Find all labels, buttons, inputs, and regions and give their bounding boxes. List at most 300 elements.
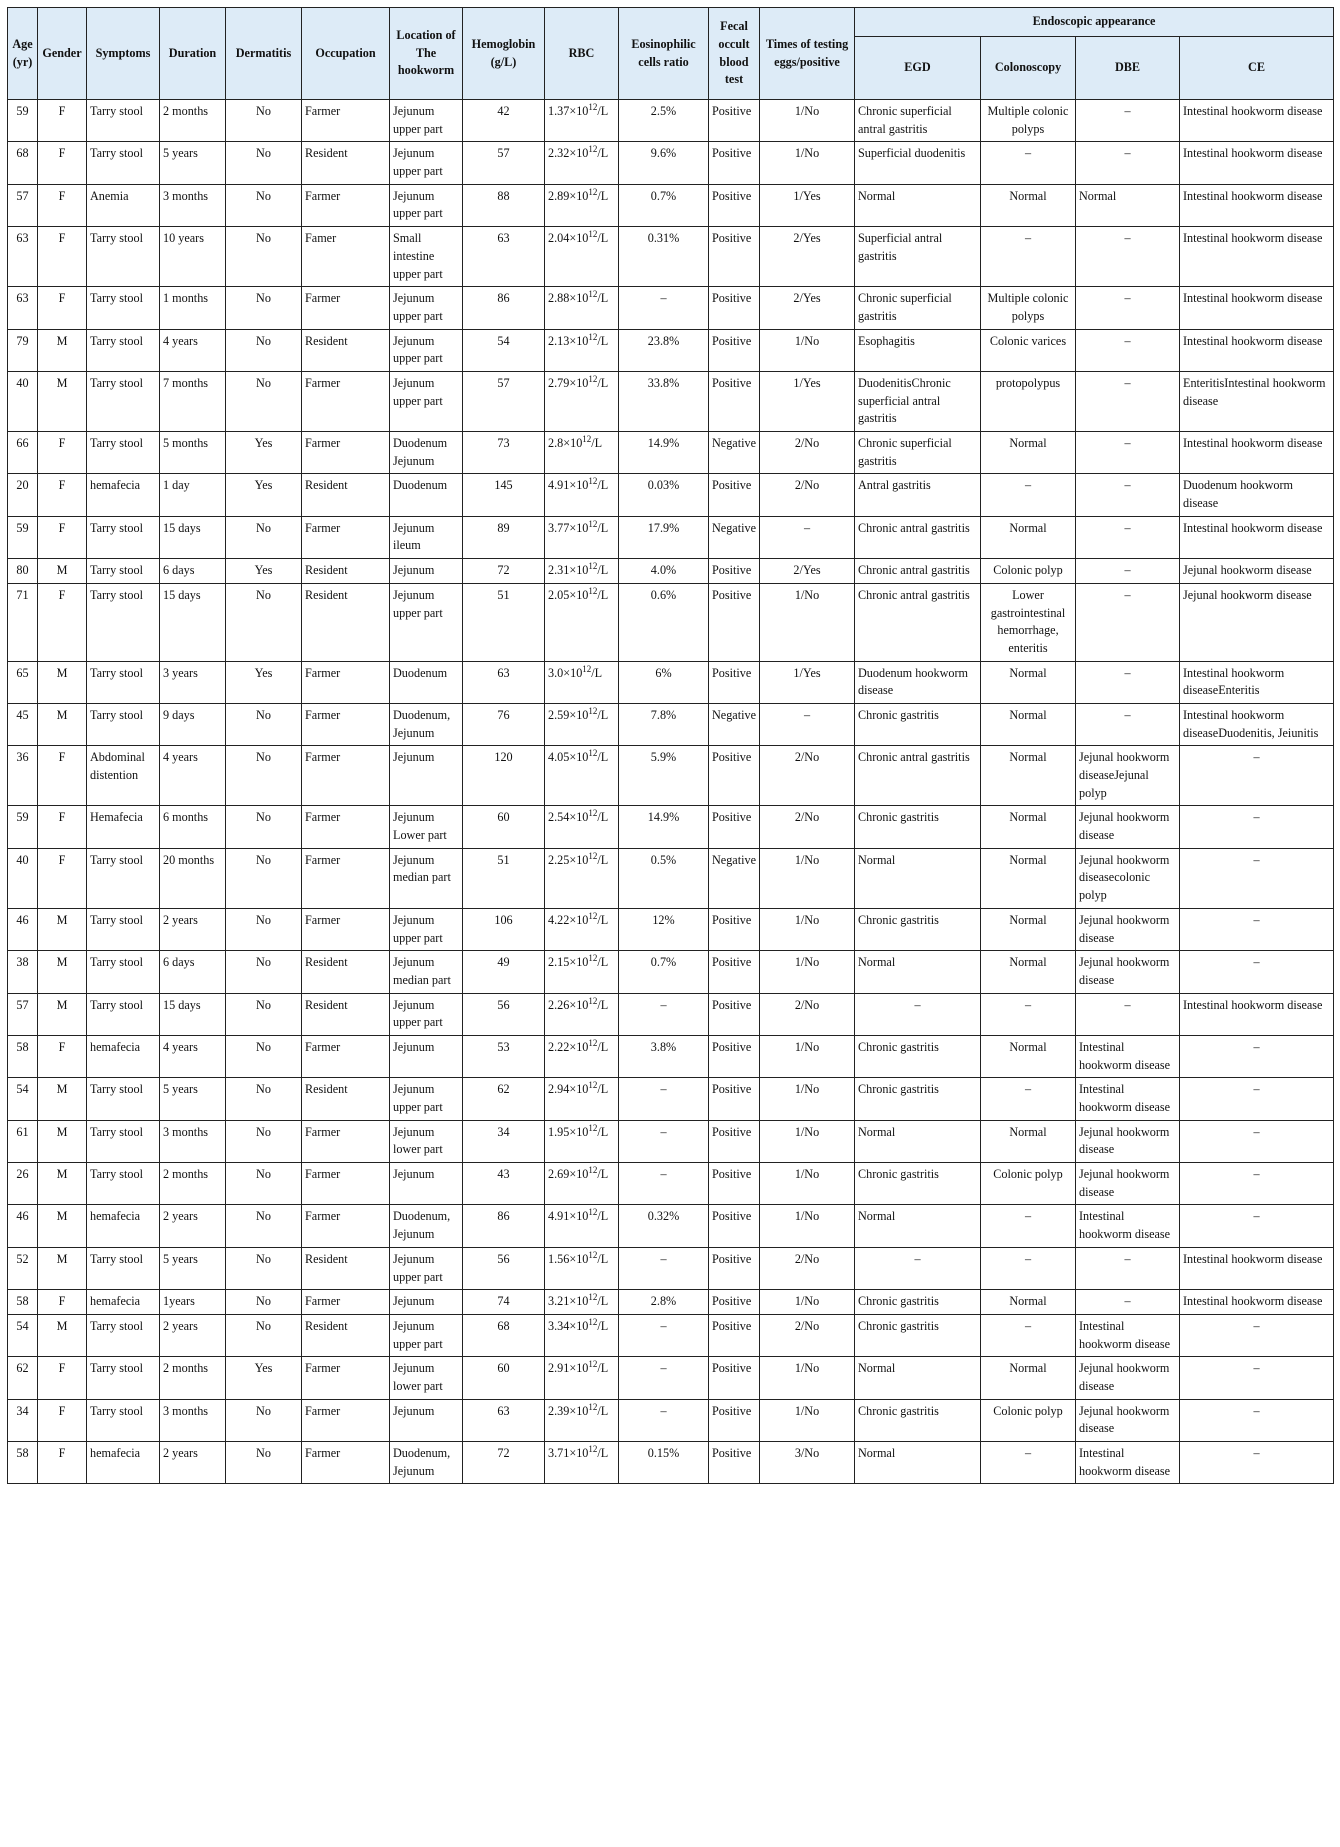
cell-hemoglobin: 51 (463, 848, 545, 908)
cell-location: Jejunum upper part (390, 908, 463, 950)
header-symptoms: Symptoms (87, 8, 160, 100)
rbc-mantissa: 2.59 (548, 707, 570, 722)
cell-symptoms: Tarry stool (87, 432, 160, 474)
cell-colonoscopy: – (981, 1314, 1076, 1356)
cell-ce: – (1180, 908, 1334, 950)
cell-dbe: – (1076, 432, 1180, 474)
cell-occupation: Famer (302, 227, 390, 287)
rbc-mantissa: 1.56 (548, 1251, 570, 1266)
rbc-times-ten: ×10 (569, 810, 589, 825)
table-row (8, 848, 1334, 908)
cell-occupation: Farmer (302, 516, 390, 558)
cell-dermatitis: No (226, 371, 302, 431)
header-eosinophilic: Eosinophilic cells ratio (619, 8, 709, 100)
cell-dermatitis: No (226, 142, 302, 184)
cell-egd: Chronic gastritis (855, 908, 981, 950)
rbc-mantissa: 2.69 (548, 1167, 570, 1182)
cell-rbc (545, 1357, 619, 1399)
cell-dermatitis: No (226, 184, 302, 226)
cell-rbc (545, 184, 619, 226)
cell-gender: F (38, 1357, 87, 1399)
table-row (8, 703, 1334, 745)
rbc-times-ten: ×10 (563, 436, 583, 450)
cell-occupation: Farmer (302, 1290, 390, 1315)
cell-dbe: Normal (1076, 184, 1180, 226)
cell-occupation: Farmer (302, 287, 390, 329)
cell-eosinophilic: 0.5% (619, 848, 709, 908)
cell-gender: F (38, 1035, 87, 1077)
cell-occupation: Resident (302, 1314, 390, 1356)
cell-eosinophilic: – (619, 993, 709, 1035)
cell-egd: DuodenitisChronic superficial antral gastritis (855, 371, 981, 431)
cell-dermatitis: Yes (226, 432, 302, 474)
rbc-times-ten: ×10 (569, 750, 589, 765)
cell-age: 59 (8, 100, 38, 142)
rbc-mantissa: 2.54 (548, 810, 570, 825)
cell-eosinophilic: 4.0% (619, 559, 709, 584)
table-row (8, 661, 1334, 703)
cell-eggs: 1/Yes (760, 661, 855, 703)
rbc-mantissa: 2.79 (548, 375, 570, 390)
cell-gender: F (38, 287, 87, 329)
cell-egd: Normal (855, 1357, 981, 1399)
cell-occupation: Resident (302, 474, 390, 516)
cell-duration: 3 months (160, 1120, 226, 1162)
cell-ce: – (1180, 1120, 1334, 1162)
cell-colonoscopy: – (981, 993, 1076, 1035)
cell-dermatitis: No (226, 329, 302, 371)
cell-age: 57 (8, 184, 38, 226)
header-duration: Duration (160, 8, 226, 100)
cell-eggs: 2/Yes (760, 287, 855, 329)
rbc-exponent: 12 (588, 1249, 598, 1260)
cell-dbe: Intestinal hookworm disease (1076, 1442, 1180, 1484)
rbc-mantissa: 2.8 (548, 436, 564, 450)
table-row (8, 951, 1334, 993)
cell-gender: F (38, 1290, 87, 1315)
cell-dbe: – (1076, 142, 1180, 184)
cell-eosinophilic: 17.9% (619, 516, 709, 558)
rbc-unit: /L (597, 1209, 609, 1224)
cell-hemoglobin: 43 (463, 1163, 545, 1205)
rbc-mantissa: 2.04 (548, 231, 570, 246)
cell-symptoms: Tarry stool (87, 1357, 160, 1399)
rbc-exponent: 12 (588, 1292, 598, 1303)
rbc-exponent: 12 (588, 1316, 598, 1327)
cell-colonoscopy: Colonic polyp (981, 1399, 1076, 1441)
cell-eosinophilic: 23.8% (619, 329, 709, 371)
cell-colonoscopy: Normal (981, 1290, 1076, 1315)
rbc-times-ten: ×10 (569, 231, 589, 246)
cell-egd: Normal (855, 1120, 981, 1162)
cell-eggs: 2/No (760, 1314, 855, 1356)
cell-dbe: Jejunal hookworm disease (1076, 806, 1180, 848)
cell-colonoscopy: Normal (981, 184, 1076, 226)
cell-eggs: 2/No (760, 432, 855, 474)
cell-occupation: Farmer (302, 661, 390, 703)
cell-eggs: 1/No (760, 100, 855, 142)
rbc-unit: /L (597, 1167, 609, 1182)
rbc-times-ten: ×10 (569, 1318, 589, 1333)
cell-duration: 10 years (160, 227, 226, 287)
cell-eosinophilic: – (619, 1314, 709, 1356)
header-age: Age (yr) (8, 8, 38, 100)
cell-rbc (545, 432, 619, 474)
cell-hemoglobin: 62 (463, 1078, 545, 1120)
rbc-unit: /L (597, 520, 609, 535)
cell-gender: M (38, 1247, 87, 1289)
cell-ce: – (1180, 1205, 1334, 1247)
cell-gender: M (38, 1120, 87, 1162)
cell-dbe: Jejunal hookworm disease (1076, 951, 1180, 993)
cell-duration: 9 days (160, 703, 226, 745)
cell-hemoglobin: 86 (463, 287, 545, 329)
cell-hemoglobin: 63 (463, 1399, 545, 1441)
rbc-times-ten: ×10 (569, 146, 589, 161)
cell-colonoscopy: – (981, 1442, 1076, 1484)
cell-hemoglobin: 106 (463, 908, 545, 950)
cell-age: 52 (8, 1247, 38, 1289)
cell-hemoglobin: 73 (463, 432, 545, 474)
cell-location: Jejunum (390, 1399, 463, 1441)
cell-occupation: Farmer (302, 703, 390, 745)
cell-age: 54 (8, 1314, 38, 1356)
cell-dermatitis: No (226, 1163, 302, 1205)
cell-eosinophilic: 9.6% (619, 142, 709, 184)
cell-age: 58 (8, 1290, 38, 1315)
cell-hemoglobin: 120 (463, 746, 545, 806)
cell-dermatitis: No (226, 993, 302, 1035)
cell-egd: Normal (855, 848, 981, 908)
cell-gender: F (38, 1399, 87, 1441)
table-row (8, 1290, 1334, 1315)
rbc-mantissa: 3.71 (548, 1446, 570, 1460)
cell-rbc (545, 908, 619, 950)
cell-fobt: Positive (709, 806, 760, 848)
cell-rbc (545, 1247, 619, 1289)
rbc-unit: /L (591, 665, 603, 680)
cell-eggs: 1/No (760, 1035, 855, 1077)
rbc-times-ten: ×10 (569, 478, 589, 493)
cell-hemoglobin: 145 (463, 474, 545, 516)
cell-age: 63 (8, 227, 38, 287)
cell-rbc (545, 583, 619, 661)
header-occupation: Occupation (302, 8, 390, 100)
rbc-times-ten: ×10 (569, 707, 589, 722)
cell-rbc (545, 287, 619, 329)
cell-duration: 5 years (160, 142, 226, 184)
table-container (7, 7, 1333, 1484)
cell-symptoms: Tarry stool (87, 1314, 160, 1356)
cell-colonoscopy: – (981, 474, 1076, 516)
rbc-unit: /L (597, 750, 609, 765)
cell-rbc (545, 1399, 619, 1441)
cell-dermatitis: No (226, 1314, 302, 1356)
rbc-exponent: 12 (588, 518, 598, 529)
cell-colonoscopy: Normal (981, 1120, 1076, 1162)
cell-hemoglobin: 53 (463, 1035, 545, 1077)
rbc-exponent: 12 (588, 1401, 598, 1412)
rbc-exponent: 12 (582, 433, 592, 444)
rbc-exponent: 12 (588, 331, 598, 342)
rbc-unit: /L (597, 291, 609, 306)
cell-hemoglobin: 56 (463, 1247, 545, 1289)
cell-dbe: Jejunal hookworm disease (1076, 908, 1180, 950)
cell-egd: Chronic gastritis (855, 1078, 981, 1120)
cell-rbc (545, 1120, 619, 1162)
cell-hemoglobin: 74 (463, 1290, 545, 1315)
cell-egd: Superficial antral gastritis (855, 227, 981, 287)
cell-location: Jejunum ileum (390, 516, 463, 558)
cell-dermatitis: No (226, 100, 302, 142)
rbc-exponent: 12 (588, 808, 598, 819)
rbc-exponent: 12 (588, 373, 598, 384)
cell-symptoms: Tarry stool (87, 661, 160, 703)
cell-hemoglobin: 54 (463, 329, 545, 371)
cell-dbe: Jejunal hookworm disease (1076, 1357, 1180, 1399)
cell-egd: Chronic antral gastritis (855, 746, 981, 806)
rbc-exponent: 12 (588, 229, 598, 240)
cell-eggs: 1/No (760, 1163, 855, 1205)
cell-location: Jejunum (390, 559, 463, 584)
cell-eosinophilic: 12% (619, 908, 709, 950)
cell-symptoms: Tarry stool (87, 1078, 160, 1120)
cell-occupation: Resident (302, 559, 390, 584)
cell-dbe: Jejunal hookworm diseaseJejunal polyp (1076, 746, 1180, 806)
cell-hemoglobin: 68 (463, 1314, 545, 1356)
rbc-times-ten: ×10 (569, 333, 589, 348)
cell-eosinophilic: 7.8% (619, 703, 709, 745)
cell-ce: Intestinal hookworm disease (1180, 287, 1334, 329)
cell-fobt: Negative (709, 703, 760, 745)
cell-eosinophilic: 5.9% (619, 746, 709, 806)
rbc-unit: /L (597, 1124, 609, 1139)
cell-ce: – (1180, 746, 1334, 806)
cell-hemoglobin: 57 (463, 371, 545, 431)
cell-occupation: Farmer (302, 1163, 390, 1205)
cell-symptoms: Tarry stool (87, 1399, 160, 1441)
cell-symptoms: hemafecia (87, 1035, 160, 1077)
cell-colonoscopy: protopolypus (981, 371, 1076, 431)
cell-gender: M (38, 559, 87, 584)
cell-dermatitis: No (226, 746, 302, 806)
cell-rbc (545, 1078, 619, 1120)
cell-age: 46 (8, 908, 38, 950)
header-egd: EGD (855, 37, 981, 100)
cell-dbe: Jejunal hookworm disease (1076, 1120, 1180, 1162)
cell-egd: – (855, 1247, 981, 1289)
table-row (8, 1247, 1334, 1289)
table-row (8, 1399, 1334, 1441)
rbc-exponent: 12 (588, 101, 598, 112)
cell-rbc (545, 1035, 619, 1077)
cell-symptoms: Tarry stool (87, 227, 160, 287)
rbc-exponent: 12 (588, 1122, 598, 1133)
header-dbe: DBE (1076, 37, 1180, 100)
cell-fobt: Positive (709, 1120, 760, 1162)
cell-location: Jejunum (390, 1290, 463, 1315)
rbc-exponent: 12 (588, 1165, 598, 1175)
cell-fobt: Positive (709, 371, 760, 431)
cell-duration: 1 day (160, 474, 226, 516)
cell-location: Jejunum upper part (390, 184, 463, 226)
cell-eosinophilic: – (619, 1247, 709, 1289)
cell-hemoglobin: 49 (463, 951, 545, 993)
cell-occupation: Farmer (302, 1120, 390, 1162)
cell-eosinophilic: – (619, 1120, 709, 1162)
cell-fobt: Positive (709, 583, 760, 661)
cell-ce: Jejunal hookworm disease (1180, 559, 1334, 584)
rbc-unit: /L (597, 1294, 609, 1309)
cell-location: Duodenum (390, 661, 463, 703)
cell-duration: 4 years (160, 1035, 226, 1077)
cell-gender: F (38, 142, 87, 184)
cell-age: 34 (8, 1399, 38, 1441)
rbc-exponent: 12 (588, 1359, 598, 1370)
cell-dermatitis: Yes (226, 474, 302, 516)
cell-egd: Chronic antral gastritis (855, 516, 981, 558)
cell-rbc (545, 703, 619, 745)
table-row (8, 184, 1334, 226)
cell-location: Small intestine upper part (390, 227, 463, 287)
cell-gender: F (38, 432, 87, 474)
rbc-unit: /L (597, 1039, 609, 1054)
cell-dermatitis: No (226, 951, 302, 993)
rbc-times-ten: ×10 (563, 665, 583, 680)
cell-occupation: Farmer (302, 1205, 390, 1247)
cell-dbe: – (1076, 227, 1180, 287)
cell-age: 80 (8, 559, 38, 584)
cell-ce: – (1180, 1357, 1334, 1399)
cell-egd: Normal (855, 951, 981, 993)
cell-occupation: Farmer (302, 848, 390, 908)
cell-age: 58 (8, 1035, 38, 1077)
cell-location: Jejunum (390, 746, 463, 806)
cell-eggs: 2/Yes (760, 559, 855, 584)
rbc-mantissa: 2.31 (548, 563, 570, 578)
cell-gender: F (38, 848, 87, 908)
cell-dermatitis: No (226, 1205, 302, 1247)
rbc-exponent: 12 (588, 585, 598, 596)
cell-hemoglobin: 63 (463, 661, 545, 703)
cell-duration: 5 years (160, 1078, 226, 1120)
cell-occupation: Farmer (302, 1442, 390, 1484)
cell-fobt: Positive (709, 746, 760, 806)
table-row (8, 583, 1334, 661)
cell-duration: 2 months (160, 100, 226, 142)
cell-ce: Intestinal hookworm disease (1180, 329, 1334, 371)
cell-duration: 5 years (160, 1247, 226, 1289)
cell-gender: M (38, 951, 87, 993)
rbc-exponent: 12 (588, 1037, 598, 1048)
cell-ce: Intestinal hookworm disease (1180, 432, 1334, 474)
cell-rbc (545, 100, 619, 142)
rbc-exponent: 12 (588, 1080, 598, 1091)
cell-occupation: Resident (302, 993, 390, 1035)
cell-age: 45 (8, 703, 38, 745)
cell-fobt: Positive (709, 1399, 760, 1441)
cell-rbc (545, 848, 619, 908)
cell-gender: F (38, 746, 87, 806)
cell-eosinophilic: 14.9% (619, 806, 709, 848)
cell-ce: Intestinal hookworm disease (1180, 1290, 1334, 1315)
cell-egd: Esophagitis (855, 329, 981, 371)
cell-ce: – (1180, 1314, 1334, 1356)
cell-symptoms: hemafecia (87, 1205, 160, 1247)
cell-location: Jejunum upper part (390, 100, 463, 142)
header-eggs: Times of testing eggs/positive (760, 8, 855, 100)
rbc-times-ten: ×10 (569, 1361, 589, 1376)
cell-hemoglobin: 60 (463, 806, 545, 848)
cell-age: 79 (8, 329, 38, 371)
rbc-unit: /L (597, 810, 609, 825)
table-row (8, 329, 1334, 371)
cell-gender: F (38, 583, 87, 661)
rbc-mantissa: 2.89 (548, 188, 570, 203)
rbc-times-ten: ×10 (569, 1039, 589, 1054)
cell-dermatitis: No (226, 1290, 302, 1315)
rbc-mantissa: 3.77 (548, 520, 570, 535)
cell-dbe: – (1076, 516, 1180, 558)
cell-eggs: 2/No (760, 746, 855, 806)
cell-colonoscopy: – (981, 1078, 1076, 1120)
cell-rbc (545, 1163, 619, 1205)
cell-rbc (545, 806, 619, 848)
cell-hemoglobin: 42 (463, 100, 545, 142)
cell-egd: Chronic gastritis (855, 1163, 981, 1205)
cell-dbe: – (1076, 371, 1180, 431)
cell-age: 68 (8, 142, 38, 184)
rbc-times-ten: ×10 (569, 375, 589, 390)
cell-fobt: Positive (709, 1247, 760, 1289)
rbc-mantissa: 3.34 (548, 1318, 570, 1333)
cell-gender: F (38, 474, 87, 516)
cell-eggs: 1/Yes (760, 371, 855, 431)
rbc-exponent: 12 (588, 289, 598, 300)
cell-fobt: Positive (709, 661, 760, 703)
cell-symptoms: Tarry stool (87, 329, 160, 371)
cell-egd: Chronic superficial gastritis (855, 432, 981, 474)
cell-fobt: Positive (709, 287, 760, 329)
cell-occupation: Farmer (302, 1357, 390, 1399)
rbc-unit: /L (597, 104, 609, 118)
cell-fobt: Positive (709, 1035, 760, 1077)
cell-rbc (545, 516, 619, 558)
cell-duration: 2 months (160, 1163, 226, 1205)
cell-symptoms: Tarry stool (87, 1163, 160, 1205)
cell-eosinophilic: 0.6% (619, 583, 709, 661)
cell-dbe: Jejunal hookworm disease (1076, 1163, 1180, 1205)
cell-rbc (545, 661, 619, 703)
cell-rbc (545, 993, 619, 1035)
cell-colonoscopy: Normal (981, 951, 1076, 993)
cell-gender: M (38, 908, 87, 950)
cell-fobt: Positive (709, 1357, 760, 1399)
cell-rbc (545, 474, 619, 516)
cell-ce: – (1180, 1442, 1334, 1484)
rbc-times-ten: ×10 (569, 1082, 589, 1097)
cell-eosinophilic: – (619, 1163, 709, 1205)
header-gender: Gender (38, 8, 87, 100)
cell-fobt: Positive (709, 1078, 760, 1120)
cell-ce: Intestinal hookworm disease (1180, 184, 1334, 226)
cell-ce: Intestinal hookworm diseaseEnteritis (1180, 661, 1334, 703)
cell-colonoscopy: – (981, 1247, 1076, 1289)
cell-symptoms: Tarry stool (87, 100, 160, 142)
cell-occupation: Resident (302, 583, 390, 661)
cell-duration: 5 months (160, 432, 226, 474)
cell-symptoms: Tarry stool (87, 1120, 160, 1162)
